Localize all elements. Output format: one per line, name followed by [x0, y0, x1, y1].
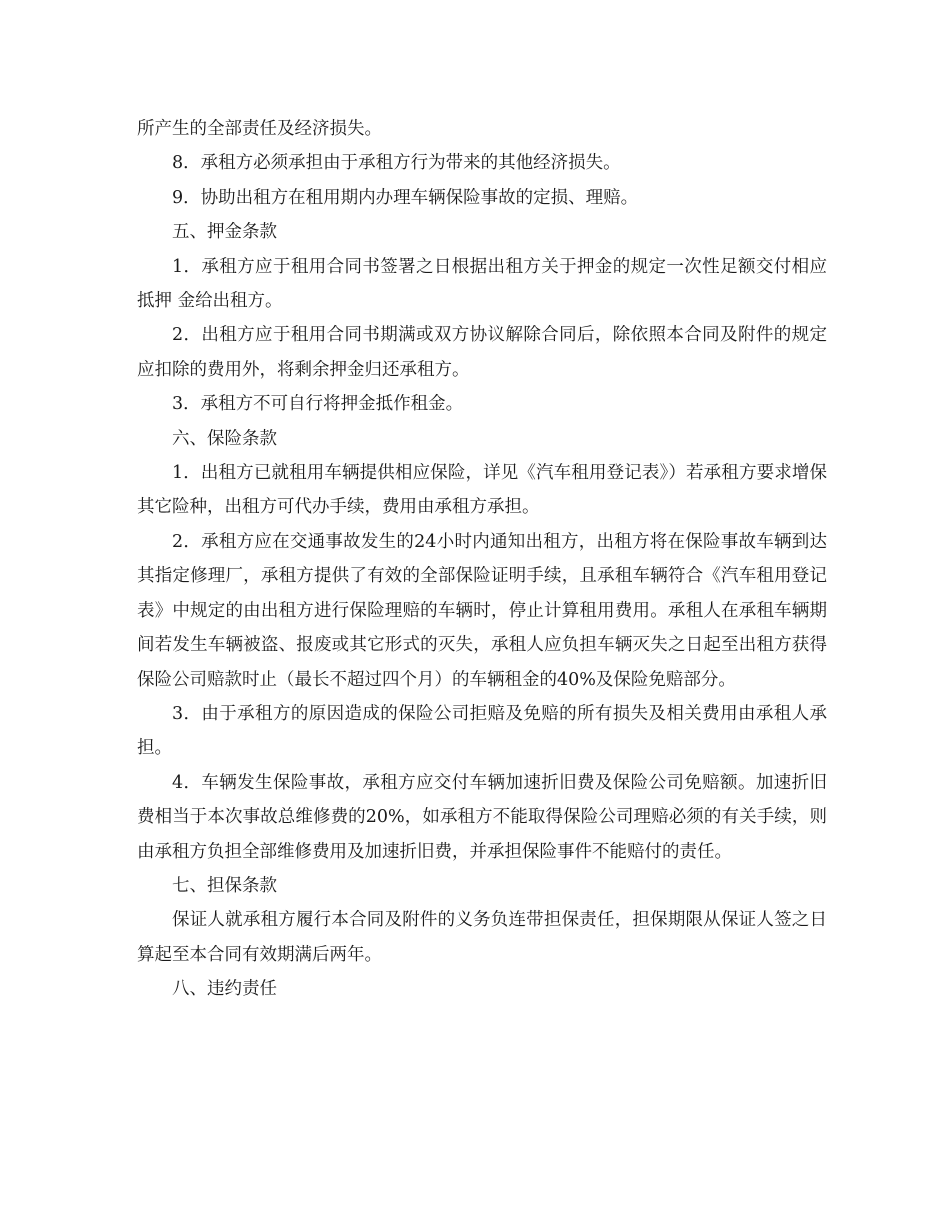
section-heading-deposit: 五、押金条款 — [172, 222, 277, 243]
paragraph-insurance-1: 1．出租方已就租用车辆提供相应保险，详见《汽车租用登记表》）若承租方要求增保其它险种，出租方可代办手续，费用由承租方承担。 — [137, 463, 827, 518]
section-heading-liability: 八、违约责任 — [172, 979, 277, 1000]
paragraph-deposit-1: 1．承租方应于租用合同书签署之日根据出租方关于押金的规定一次性足额交付相应抵押 金给出租方。 — [137, 256, 827, 312]
paragraph-continuation: 所产生的全部责任及经济损失。 — [137, 119, 382, 139]
paragraph-clause-9: 9．协助出租方在租用期内办理车辆保险事故的定损、理赔。 — [172, 187, 639, 208]
paragraph-clause-8: 8．承租方必须承担由于承租方行为带来的其他经济损失。 — [172, 153, 621, 174]
document-body — [137, 112, 827, 1007]
paragraph-insurance-4: 4．车辆发生保险事故，承租方应交付车辆加速折旧费及保险公司免赔额。加速折旧费相当于本次事故总维修费的20%，如承租方不能取得保险公司理赔必须的有关手续，则由承租方负担全部维修费用及加速折旧费，并承担保险事件不能赔付的责任。 — [137, 772, 827, 862]
paragraph-guarantee: 保证人就承租方履行本合同及附件的义务负连带担保责任，担保期限从保证人签之日算起至本合同有效期满后两年。 — [137, 910, 827, 965]
paragraph-insurance-3: 3．由于承租方的原因造成的保险公司拒赔及免赔的所有损失及相关费用由承租人承担。 — [137, 703, 827, 759]
section-heading-insurance: 六、保险条款 — [172, 428, 277, 449]
paragraph-deposit-3: 3．承租方不可自行将押金抵作租金。 — [172, 394, 464, 415]
paragraph-insurance-2: 2．承租方应在交通事故发生的24小时内通知出租方，出租方将在保险事故车辆到达其指定修理厂，承租方提供了有效的全部保险证明手续，且承租车辆符合《汽车租用登记表》中规定的由出租方进行保险理赔的车辆时，停止计算租用费用。承租人在承租车辆期间若发生车辆被盗、报废或其它形式的灭失，承租人应负担车辆灭失之日起至出租方获得保险公司赔款时止（最长不超过四个月）的车辆租金的40%及保险免赔部分。 — [137, 531, 827, 690]
section-heading-guarantee: 七、担保条款 — [172, 875, 277, 896]
paragraph-deposit-2: 2．出租方应于租用合同书期满或双方协议解除合同后，除依照本合同及附件的规定应扣除的费用外，将剩余押金归还承租方。 — [137, 325, 827, 380]
